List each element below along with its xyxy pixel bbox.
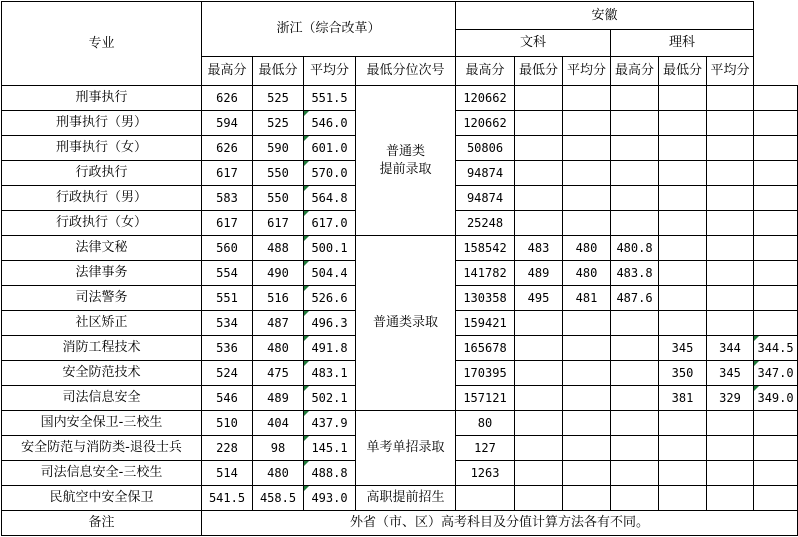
ah-like-score: 381 <box>659 386 707 411</box>
zj-min-rank: 157121 <box>456 386 515 411</box>
ah-wenke-score <box>563 86 611 111</box>
ah-like-score: 329 <box>707 386 754 411</box>
ah-wenke-score: 489 <box>515 261 563 286</box>
ah-like-score <box>754 111 798 136</box>
major-name: 司法警务 <box>2 286 202 311</box>
ah-wenke-score <box>611 211 659 236</box>
zj-min-rank: 130358 <box>456 286 515 311</box>
ah-like-score <box>707 161 754 186</box>
ah-like-score <box>754 86 798 111</box>
header-anhui: 安徽 <box>456 2 754 30</box>
ah-wenke-score: 495 <box>515 286 563 311</box>
zj-max-score: 551 <box>202 286 253 311</box>
zj-max-score: 617 <box>202 161 253 186</box>
ah-like-score <box>707 461 754 486</box>
zj-min-score: 480 <box>253 336 304 361</box>
ah-like-score: 345 <box>707 361 754 386</box>
zj-min-score: 516 <box>253 286 304 311</box>
major-name: 刑事执行 <box>2 86 202 111</box>
zj-max-score: 534 <box>202 311 253 336</box>
zj-min-score: 490 <box>253 261 304 286</box>
ah-like-score <box>659 136 707 161</box>
zj-min-score: 458.5 <box>253 486 304 511</box>
zj-max-score: 228 <box>202 436 253 461</box>
zj-min-rank: 120662 <box>456 86 515 111</box>
zj-avg-score: 617.0 <box>304 211 356 236</box>
ah-wenke-score: 483 <box>515 236 563 261</box>
ah-like-score: 344 <box>707 336 754 361</box>
ah-like-score <box>754 236 798 261</box>
header-anhui-wenke: 文科 <box>456 30 611 57</box>
zj-min-rank: 170395 <box>456 361 515 386</box>
header-lk-min: 最低分 <box>659 57 707 86</box>
header-wk-min: 最低分 <box>515 57 563 86</box>
zj-min-rank: 94874 <box>456 186 515 211</box>
group-label: 普通类 <box>386 143 426 159</box>
table-row <box>2 486 798 511</box>
major-name: 刑事执行（女） <box>2 136 202 161</box>
ah-like-score: 347.0 <box>754 361 798 386</box>
zj-min-score: 525 <box>253 111 304 136</box>
ah-wenke-score <box>563 186 611 211</box>
zj-min-rank: 50806 <box>456 136 515 161</box>
admission-score-table <box>1 1 798 536</box>
header-zj-avg: 平均分 <box>304 57 356 86</box>
zj-max-score: 583 <box>202 186 253 211</box>
zj-avg-score: 551.5 <box>304 86 356 111</box>
ah-wenke-score: 480.8 <box>611 236 659 261</box>
zj-max-score: 626 <box>202 136 253 161</box>
zj-avg-score: 504.4 <box>304 261 356 286</box>
ah-wenke-score <box>611 161 659 186</box>
header-zhejiang: 浙江（综合改革） <box>202 2 456 57</box>
ah-like-score <box>659 86 707 111</box>
ah-like-score <box>707 411 754 436</box>
ah-like-score: 349.0 <box>754 386 798 411</box>
ah-like-score <box>754 136 798 161</box>
zj-avg-score: 570.0 <box>304 161 356 186</box>
ah-wenke-score <box>563 486 611 511</box>
zj-avg-score: 493.0 <box>304 486 356 511</box>
ah-like-score <box>659 111 707 136</box>
zj-max-score: 560 <box>202 236 253 261</box>
major-name: 安全防范与消防类-退役士兵 <box>2 436 202 461</box>
ah-like-score <box>659 486 707 511</box>
zj-min-rank: 165678 <box>456 336 515 361</box>
major-name: 司法信息安全 <box>2 386 202 411</box>
zj-avg-score: 491.8 <box>304 336 356 361</box>
major-name: 行政执行 <box>2 161 202 186</box>
major-name: 行政执行（女） <box>2 211 202 236</box>
zj-max-score: 594 <box>202 111 253 136</box>
zj-min-score: 404 <box>253 411 304 436</box>
zj-avg-score: 437.9 <box>304 411 356 436</box>
group-label: 提前录取 <box>379 161 432 177</box>
ah-wenke-score <box>563 436 611 461</box>
major-name: 法律事务 <box>2 261 202 286</box>
ah-wenke-score <box>611 311 659 336</box>
ah-like-score <box>659 186 707 211</box>
zj-avg-score: 500.1 <box>304 236 356 261</box>
ah-wenke-score <box>515 386 563 411</box>
group-label: 普通类录取 <box>373 315 439 330</box>
ah-like-score <box>707 211 754 236</box>
ah-like-score: 345 <box>659 336 707 361</box>
zj-avg-score: 145.1 <box>304 436 356 461</box>
ah-wenke-score <box>563 161 611 186</box>
zj-max-score: 524 <box>202 361 253 386</box>
ah-wenke-score <box>611 336 659 361</box>
zj-avg-score: 502.1 <box>304 386 356 411</box>
ah-wenke-score <box>515 86 563 111</box>
ah-wenke-score <box>611 111 659 136</box>
ah-wenke-score: 487.6 <box>611 286 659 311</box>
ah-wenke-score <box>563 211 611 236</box>
ah-like-score <box>659 286 707 311</box>
ah-wenke-score <box>515 436 563 461</box>
table-row <box>2 236 798 261</box>
header-zj-max: 最高分 <box>202 57 253 86</box>
ah-like-score <box>659 161 707 186</box>
ah-like-score <box>659 236 707 261</box>
ah-like-score <box>754 461 798 486</box>
major-name: 司法信息安全-三校生 <box>2 461 202 486</box>
ah-like-score <box>754 436 798 461</box>
major-name: 刑事执行（男） <box>2 111 202 136</box>
zj-min-score: 488 <box>253 236 304 261</box>
ah-wenke-score: 481 <box>563 286 611 311</box>
major-name: 社区矫正 <box>2 311 202 336</box>
zj-min-rank: 25248 <box>456 211 515 236</box>
remark-row <box>2 511 798 536</box>
major-name: 国内安全保卫-三校生 <box>2 411 202 436</box>
zj-max-score: 546 <box>202 386 253 411</box>
ah-like-score <box>659 436 707 461</box>
zj-min-rank: 158542 <box>456 236 515 261</box>
ah-like-score <box>659 411 707 436</box>
zj-min-score: 480 <box>253 461 304 486</box>
ah-wenke-score <box>515 311 563 336</box>
ah-wenke-score <box>515 111 563 136</box>
zj-max-score: 541.5 <box>202 486 253 511</box>
ah-like-score <box>659 211 707 236</box>
ah-like-score: 350 <box>659 361 707 386</box>
header-lk-max: 最高分 <box>611 57 659 86</box>
ah-like-score <box>659 461 707 486</box>
zj-max-score: 510 <box>202 411 253 436</box>
ah-wenke-score <box>611 86 659 111</box>
ah-wenke-score <box>611 361 659 386</box>
ah-wenke-score <box>611 436 659 461</box>
group-label: 单考单招录取 <box>366 440 445 455</box>
ah-like-score: 344.5 <box>754 336 798 361</box>
zj-min-score: 617 <box>253 211 304 236</box>
group-single-exam-admission <box>356 411 456 486</box>
ah-wenke-score <box>515 486 563 511</box>
ah-like-score <box>707 236 754 261</box>
ah-like-score <box>707 486 754 511</box>
ah-wenke-score <box>515 336 563 361</box>
zj-min-score: 487 <box>253 311 304 336</box>
ah-wenke-score <box>563 111 611 136</box>
zj-min-rank <box>456 486 515 511</box>
ah-wenke-score <box>515 361 563 386</box>
major-name: 法律文秘 <box>2 236 202 261</box>
ah-wenke-score <box>611 186 659 211</box>
ah-wenke-score: 483.8 <box>611 261 659 286</box>
ah-like-score <box>659 311 707 336</box>
ah-like-score <box>754 211 798 236</box>
zj-min-rank: 159421 <box>456 311 515 336</box>
header-wk-max: 最高分 <box>456 57 515 86</box>
zj-min-score: 489 <box>253 386 304 411</box>
header-anhui-like: 理科 <box>611 30 754 57</box>
zj-min-rank: 94874 <box>456 161 515 186</box>
major-name: 消防工程技术 <box>2 336 202 361</box>
zj-avg-score: 601.0 <box>304 136 356 161</box>
major-name: 民航空中安全保卫 <box>2 486 202 511</box>
header-zj-min: 最低分 <box>253 57 304 86</box>
zj-min-rank: 1263 <box>456 461 515 486</box>
zj-avg-score: 496.3 <box>304 311 356 336</box>
ah-wenke-score <box>515 411 563 436</box>
group-regular-admission <box>356 236 456 411</box>
zj-avg-score: 564.8 <box>304 186 356 211</box>
ah-like-score <box>754 311 798 336</box>
ah-wenke-score <box>563 461 611 486</box>
ah-wenke-score <box>563 411 611 436</box>
zj-max-score: 554 <box>202 261 253 286</box>
ah-wenke-score <box>563 311 611 336</box>
ah-wenke-score: 480 <box>563 261 611 286</box>
zj-min-score: 98 <box>253 436 304 461</box>
ah-like-score <box>754 411 798 436</box>
ah-wenke-score <box>515 136 563 161</box>
ah-like-score <box>754 261 798 286</box>
zj-min-score: 475 <box>253 361 304 386</box>
ah-wenke-score <box>611 411 659 436</box>
ah-like-score <box>707 311 754 336</box>
major-name: 安全防范技术 <box>2 361 202 386</box>
header-zj-rank: 最低分位次号 <box>356 57 456 86</box>
zj-avg-score: 546.0 <box>304 111 356 136</box>
ah-wenke-score <box>563 361 611 386</box>
zj-max-score: 536 <box>202 336 253 361</box>
ah-like-score <box>707 286 754 311</box>
zj-min-rank: 80 <box>456 411 515 436</box>
group-label: 高职提前招生 <box>366 490 445 505</box>
ah-like-score <box>754 186 798 211</box>
header-wk-avg: 平均分 <box>563 57 611 86</box>
ah-wenke-score <box>611 461 659 486</box>
ah-wenke-score <box>611 386 659 411</box>
ah-wenke-score <box>563 336 611 361</box>
ah-like-score <box>659 261 707 286</box>
header-lk-avg: 平均分 <box>707 57 754 86</box>
zj-max-score: 514 <box>202 461 253 486</box>
ah-wenke-score <box>563 136 611 161</box>
table-row <box>2 86 798 111</box>
ah-like-score <box>707 86 754 111</box>
zj-min-rank: 141782 <box>456 261 515 286</box>
zj-min-score: 550 <box>253 186 304 211</box>
ah-like-score <box>754 286 798 311</box>
ah-wenke-score <box>563 386 611 411</box>
ah-like-score <box>707 136 754 161</box>
ah-wenke-score: 480 <box>563 236 611 261</box>
remark-text: 外省（市、区）高考科目及分值计算方法各有不同。 <box>202 511 798 536</box>
zj-min-rank: 127 <box>456 436 515 461</box>
ah-like-score <box>754 161 798 186</box>
zj-max-score: 626 <box>202 86 253 111</box>
major-name: 行政执行（男） <box>2 186 202 211</box>
zj-avg-score: 488.8 <box>304 461 356 486</box>
ah-like-score <box>707 186 754 211</box>
remark-label: 备注 <box>2 511 202 536</box>
ah-wenke-score <box>611 486 659 511</box>
ah-wenke-score <box>515 186 563 211</box>
zj-max-score: 617 <box>202 211 253 236</box>
ah-wenke-score <box>515 211 563 236</box>
group-advance-admission <box>356 86 456 236</box>
header-major: 专业 <box>2 2 202 86</box>
ah-like-score <box>707 111 754 136</box>
table-row <box>2 411 798 436</box>
zj-min-score: 550 <box>253 161 304 186</box>
zj-min-score: 525 <box>253 86 304 111</box>
ah-wenke-score <box>611 136 659 161</box>
ah-like-score <box>754 486 798 511</box>
ah-wenke-score <box>515 461 563 486</box>
zj-avg-score: 526.6 <box>304 286 356 311</box>
ah-like-score <box>707 261 754 286</box>
zj-avg-score: 483.1 <box>304 361 356 386</box>
zj-min-rank: 120662 <box>456 111 515 136</box>
ah-like-score <box>707 436 754 461</box>
ah-wenke-score <box>515 161 563 186</box>
group-vocational-advance <box>356 486 456 511</box>
zj-min-score: 590 <box>253 136 304 161</box>
